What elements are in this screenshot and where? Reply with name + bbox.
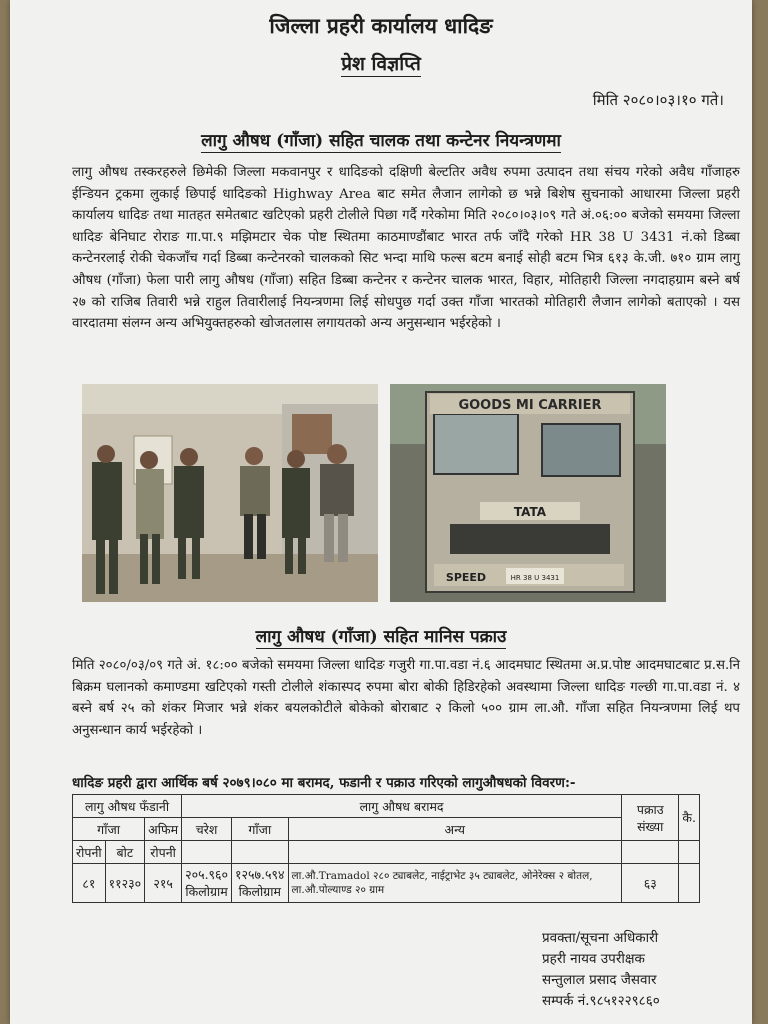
table-row [73, 841, 700, 864]
value-opium: २१५ [145, 864, 182, 903]
subtitle-text: प्रेश विज्ञप्ति [341, 53, 421, 75]
value-ropani: ८१ [73, 864, 106, 903]
truck-brand-text: TATA [513, 505, 547, 519]
empty-cell [622, 841, 679, 864]
signature-role: प्रवक्ता/सूचना अधिकारी [542, 930, 659, 946]
empty-cell [182, 841, 232, 864]
empty-cell [232, 841, 288, 864]
truck-sign-text: GOODS MI CARRIER [458, 398, 602, 413]
value-charas-amount: २०५.९६० [185, 867, 229, 882]
header-destruction: लागु औषध फँडानी [73, 795, 182, 818]
table-title: धादिङ प्रहरी द्वारा आर्थिक बर्ष २०७९।०८० मा बरामद, फडानी र पक्राउ गरिएको लागुऔषधको विवरण:- [72, 775, 576, 791]
signature-rank: प्रहरी नायव उपरीक्षक [542, 951, 645, 967]
police-team-photo [82, 384, 378, 602]
header-charas: चरेश [182, 818, 232, 841]
value-charas-unit: किलोग्राम [185, 884, 228, 899]
header-seizure: लागु औषध बरामद [182, 795, 622, 818]
table-row [73, 864, 700, 903]
truck-speed-text: SPEED [445, 571, 487, 584]
truck-photo-graphic [390, 384, 666, 602]
value-arrest-count: ६३ [622, 864, 679, 903]
section2-body: मिति २०८०/०३/०९ गते अं. १८:०० बजेको समयमा जिल्ला धादिङ गजुरी गा.पा.वडा नं.६ आदमघाट स्थितमा अ.प्र.पोष्ट आदमघाटबाट प्र.स.नि बिक्रम घलानको कमाण्डमा खटिएको गस्ती टोलीले शंकास्पद रुपमा बोरा बोकी हिडिरहेको अवस्थामा जिल्ला धादिङ गल्छी गा.पा.वडा नं. ४ बस्ने बर्ष २५ को शंकर मिजार भन्ने शंकर बयलकोटीले बोकेको बोराबाट २ किलो ५०० ग्राम ला.औ. गाँजा सहित नियन्त्रणमा लिई थप अनुसन्धान कार्य भईरहेको । [72, 658, 740, 738]
press-release-subtitle [10, 50, 752, 76]
signature-contact: सम्पर्क नं.९८५१२२९८६० [542, 993, 660, 1009]
signature-name: सन्तुलाल प्रसाद जैसवार [542, 972, 657, 988]
value-ganja-amount: १२५७.५९४ [235, 867, 285, 882]
value-ganja [232, 864, 288, 903]
drug-seizure-table [72, 794, 700, 903]
section2-heading-text: लागु औषध (गाँजा) सहित मानिस पक्राउ [255, 627, 507, 647]
header-plants: बोट [105, 841, 145, 864]
signature-block [542, 928, 660, 1012]
office-title: जिल्ला प्रहरी कार्यालय धादिङ [269, 13, 493, 38]
header-ganja-seized: गाँजा [232, 818, 288, 841]
table-row [73, 795, 700, 818]
truck-plate-text: HR 38 U 3431 [510, 574, 560, 582]
header-arrest-count: पक्राउ संख्या [622, 795, 679, 841]
header-remark: कै. [679, 795, 700, 841]
section2-heading [10, 624, 752, 647]
header-ropani-opium: रोपनी [145, 841, 182, 864]
section1-heading [10, 128, 752, 151]
release-date: मिति २०८०।०३।१० गते। [592, 91, 724, 109]
value-ganja-unit: किलोग्राम [238, 884, 281, 899]
header-opium: अफिम [145, 818, 182, 841]
value-remark [679, 864, 700, 903]
header-other: अन्य [288, 818, 622, 841]
value-charas [182, 864, 232, 903]
value-plants: ११२३० [105, 864, 145, 903]
press-release-sheet [10, 0, 752, 1024]
empty-cell [288, 841, 622, 864]
table-row [73, 818, 700, 841]
value-other: ला.औ.Tramadol २८० ट्याबलेट, नाईट्राभेट ३५ ट्याबलेट, ओनेरेक्स २ बोतल, ला.औ.पोल्याण्ड २० ग्राम [288, 864, 622, 903]
police-team-photo-graphic [82, 384, 378, 602]
seized-container-truck-photo [390, 384, 666, 602]
empty-cell [679, 841, 700, 864]
section1-body: लागु औषध तस्करहरुले छिमेकी जिल्ला मकवानपुर र धादिङको दक्षिणी बेल्टतिर अवैध रुपमा उत्पादन तथा संचय गरेको अवैध गाँजाहरु ईन्डियन ट्रकमा लुकाई छिपाई धादिङको Highway Area बाट समेत लैजान लागेको छ भन्ने बिशेष सुचनाको आधारमा जिल्ला प्रहरी कार्यालय धादिङ तथा मातहत समेतबाट खटिएको प्रहरी टोलीले पिछा गर्दै गरेकोमा मिति २०८०।०३।०९ गते अं.०६:०० बजेको समयमा जिल्ला धादिङ बेनिघाट रोराङ गा.पा.९ मझिमटार चेक पोष्ट स्थितमा काठमाण्डौंबाट भारत तर्फ जाँदै गरेको HR 38 U 3431 नं.को डिब्बा कन्टेनरलाई रोकी चेकजाँच गर्दा डिब्बा कन्टेनरको चालकको सिट भन्दा माथि फल्स बटम बनाई सोही बटम भित्र ६१३ के.जी. ७१० ग्राम लागु औषध (गाँजा) फेला पारी लागु औषध (गाँजा) सहित डिब्बा कन्टेनर र कन्टेनर चालक भारत, विहार, मोतिहारी जिल्ला नगदाहग्राम बस्ने बर्ष २७ को राजिब तिवारी भन्ने राहुल तिवारीलाई नियन्त्रणमा लिई सोधपुछ गर्दा उक्त गाँजा भारतको मोतिहारी लैजान लागेको बताएको । यस वारदातमा संलग्न अन्य अभियुक्तहरुको खोजतलास लगायतको अन्य अनुसन्धान भईरहेको । [72, 165, 740, 332]
section1-heading-text: लागु औषध (गाँजा) सहित चालक तथा कन्टेनर नियन्त्रणमा [201, 131, 561, 151]
header-ropani: रोपनी [73, 841, 106, 864]
header-ganja: गाँजा [73, 818, 145, 841]
